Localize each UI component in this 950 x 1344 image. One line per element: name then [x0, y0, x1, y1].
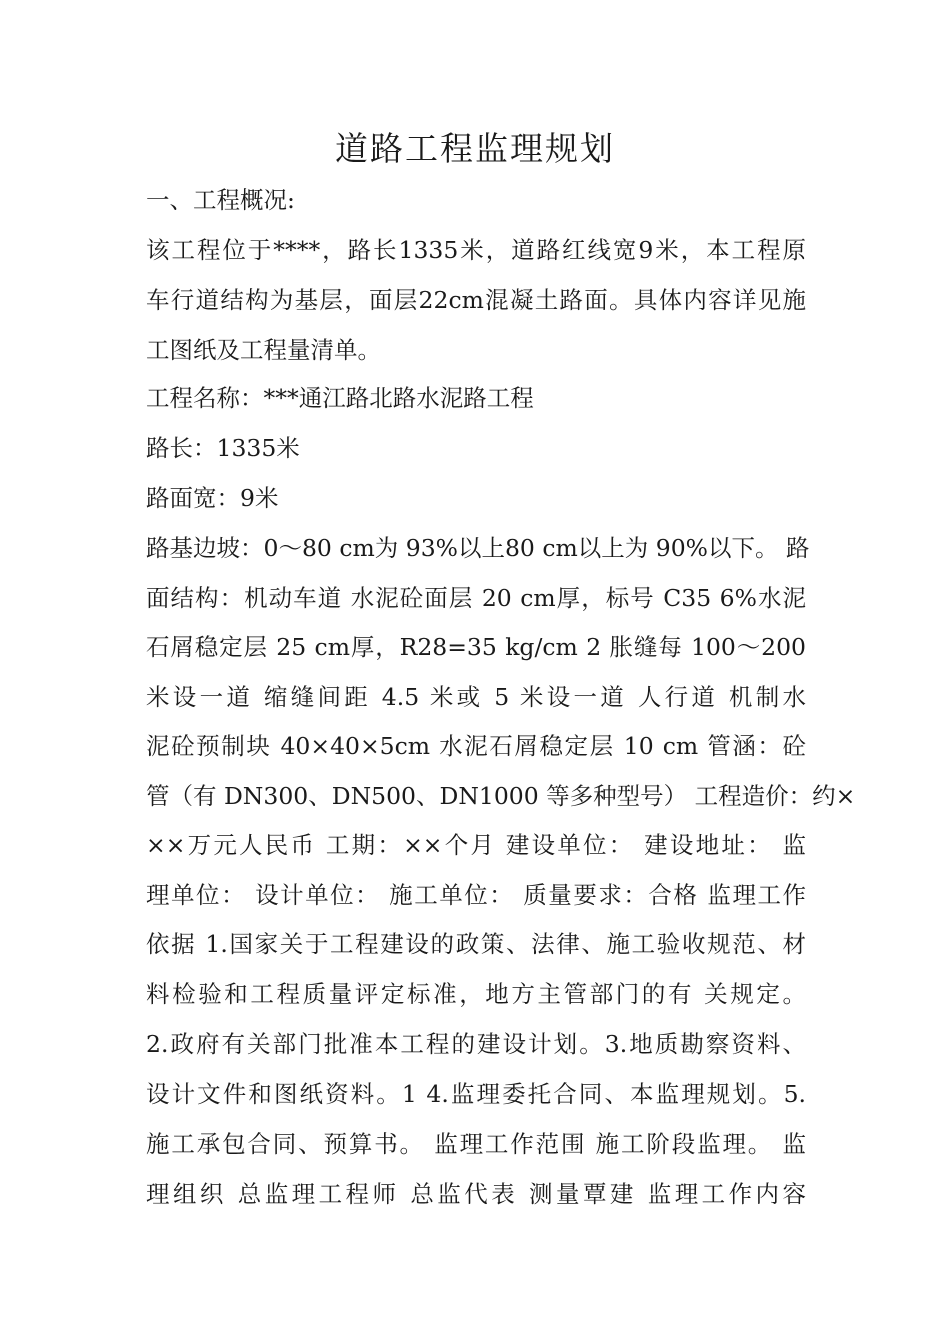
road-width-line: 路面宽：9米 — [146, 484, 279, 512]
paragraph-line: 米设一道 缩缝间距 4.5 米或 5 米设一道 人行道 机制水 — [146, 683, 806, 711]
paragraph-line: 依据 1.国家关于工程建设的政策、法律、施工验收规范、材 — [146, 930, 806, 958]
paragraph-line: 该工程位于****，路长1335米，道路红线宽9米，本工程原 — [146, 236, 806, 264]
paragraph-line: 理组织 总监理工程师 总监代表 测量覃建 监理工作内容 — [146, 1180, 806, 1208]
paragraph-line: 面结构：机动车道 水泥砼面层 20 cm厚，标号 C35 6%水泥 — [146, 584, 806, 612]
paragraph-line: 2.政府有关部门批准本工程的建设计划。3.地质勘察资料、 — [146, 1030, 806, 1058]
paragraph-line: 路基边坡：0～80 cm为 93%以上80 cm以上为 90%以下。 路 — [146, 534, 810, 562]
paragraph-line: ××万元人民币 工期：××个月 建设单位： 建设地址： 监 — [146, 831, 806, 859]
paragraph-line: 石屑稳定层 25 cm厚，R28=35 kg/cm 2 胀缝每 100～200 — [146, 633, 806, 661]
paragraph-line: 车行道结构为基层，面层22cm混凝土路面。具体内容详见施 — [146, 286, 806, 314]
document-title: 道路工程监理规划 — [335, 129, 615, 168]
paragraph-line: 理单位： 设计单位： 施工单位： 质量要求：合格 监理工作 — [146, 881, 806, 909]
paragraph-line: 工图纸及工程量清单。 — [146, 336, 381, 364]
project-name-line: 工程名称：***通江路北路水泥路工程 — [146, 384, 534, 412]
paragraph-line: 施工承包合同、预算书。 监理工作范围 施工阶段监理。 监 — [146, 1130, 806, 1158]
paragraph-line: 设计文件和图纸资料。1 4.监理委托合同、本监理规划。5. — [146, 1080, 806, 1108]
paragraph-line: 料检验和工程质量评定标准，地方主管部门的有 关规定。 — [146, 980, 806, 1008]
road-length-line: 路长：1335米 — [146, 434, 300, 462]
section-heading: 一、工程概况: — [146, 186, 295, 214]
paragraph-line: 管（有 DN300、DN500、DN1000 等多种型号） 工程造价：约× — [146, 782, 856, 810]
paragraph-line: 泥砼预制块 40×40×5cm 水泥石屑稳定层 10 cm 管涵：砼 — [146, 732, 806, 760]
